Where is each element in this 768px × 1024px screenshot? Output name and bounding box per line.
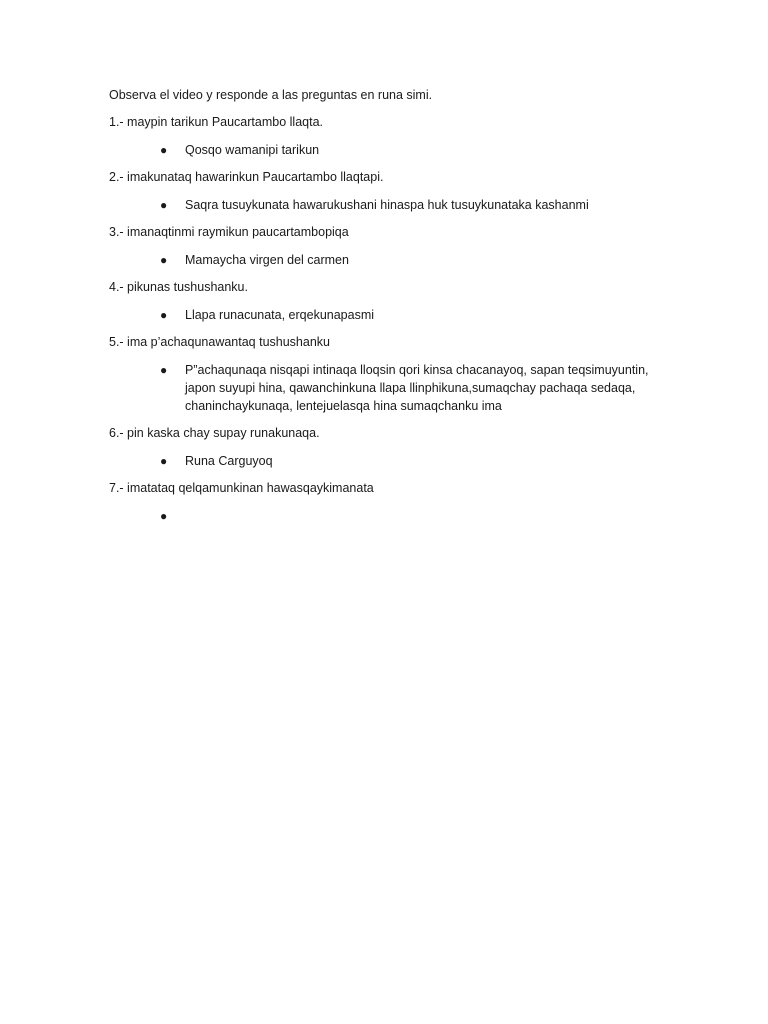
bullet-icon: ● bbox=[160, 363, 168, 377]
bullet-icon: ● bbox=[160, 454, 168, 468]
question-1: 1.- maypin tarikun Paucartambo llaqta. bbox=[109, 115, 323, 129]
answer-5 bbox=[109, 361, 669, 415]
question-4: 4.- pikunas tushushanku. bbox=[109, 280, 248, 294]
question-6: 6.- pin kaska chay supay runakunaqa. bbox=[109, 426, 320, 440]
answer-7-text bbox=[185, 507, 655, 525]
document-body bbox=[109, 87, 669, 535]
answer-6-text: Runa Carguyoq bbox=[185, 454, 273, 468]
bullet-icon: ● bbox=[160, 143, 168, 157]
instructions-text: Observa el video y responde a las preguntas en runa simi. bbox=[109, 88, 433, 102]
question-2: 2.- imakunataq hawarinkun Paucartambo llaqtapi. bbox=[109, 170, 384, 184]
answer-3 bbox=[109, 251, 669, 269]
question-3: 3.- imanaqtinmi raymikun paucartambopiqa bbox=[109, 225, 349, 239]
answer-6 bbox=[109, 452, 669, 470]
bullet-icon: ● bbox=[160, 253, 168, 267]
answer-7 bbox=[109, 507, 669, 525]
answer-4 bbox=[109, 306, 669, 324]
bullet-icon: ● bbox=[160, 198, 168, 212]
question-5: 5.- ima p’achaqunawantaq tushushanku bbox=[109, 335, 330, 349]
answer-5-text: P”achaqunaqa nisqapi intinaqa lloqsin qori kinsa chacanayoq, sapan teqsimuyuntin, japon suyupi hina, qawanchinkuna llapa llinphikuna,sumaqchay pachaqa sedaqa, chaninchaykunaqa, lentejuelasqa hina sumaqchanku ima bbox=[185, 363, 649, 413]
answer-4-text: Llapa runacunata, erqekunapasmi bbox=[185, 308, 375, 322]
answer-3-text: Mamaycha virgen del carmen bbox=[185, 253, 349, 267]
answer-2-text: Saqra tusuykunata hawarukushani hinaspa huk tusuykunataka kashanmi bbox=[185, 198, 589, 212]
answer-1-text: Qosqo wamanipi tarikun bbox=[185, 143, 320, 157]
bullet-icon: ● bbox=[160, 308, 168, 322]
bullet-icon: ● bbox=[160, 509, 168, 523]
answer-1 bbox=[109, 141, 669, 159]
question-7: 7.- imatataq qelqamunkinan hawasqaykimanata bbox=[109, 481, 374, 495]
answer-2 bbox=[109, 196, 669, 214]
